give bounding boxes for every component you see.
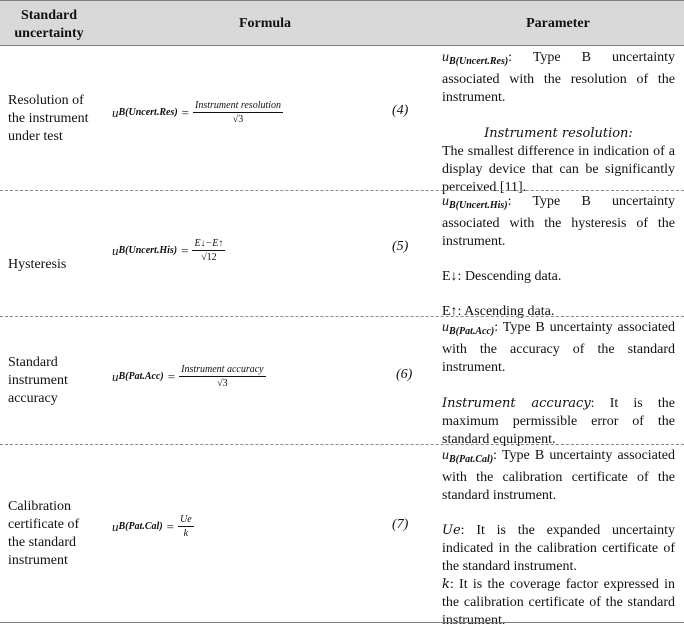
formula-7-sub: B(Pat.Cal) — [118, 521, 163, 532]
param-5-text: : Type B uncertainty associated with the hysteresis of the instrument. — [442, 194, 675, 249]
formula-6-sub: B(Pat.Acc) — [118, 371, 164, 382]
formula-4: u B(Uncert.Res) = $\frac{\text{Instrument resolution}}{√3}$ — [112, 100, 282, 125]
param-6-definition — [442, 319, 675, 377]
formula-6-u: u — [112, 368, 119, 384]
param-5-definition — [442, 193, 675, 251]
header-parameter: Parameter — [526, 16, 590, 31]
header-standard-uncertainty: Standard uncertainty — [14, 8, 84, 41]
param-6-text: : Type B uncertainty associated with the accuracy of the standard instrument. — [442, 320, 675, 375]
formula-7-u: u — [112, 518, 119, 534]
formula-5-numerator: E↓−E↑ — [194, 238, 224, 249]
formula-5-denominator: √12 — [201, 252, 217, 263]
formula-5-u: u — [112, 242, 119, 258]
row-divider — [0, 444, 684, 445]
row-divider — [0, 316, 684, 317]
formula-7-numerator: Ue — [180, 514, 192, 525]
table-header — [0, 0, 684, 46]
formula-6: u B(Pat.Acc) = $\frac{\text{Instrument accuracy}}{√3}$ — [112, 364, 264, 389]
param-5-u: u — [442, 194, 449, 209]
formula-6-fraction — [179, 364, 265, 389]
row-calibration-standard: Calibration certificate of the standard instrument — [8, 499, 80, 568]
param-7-u: u — [442, 448, 449, 463]
header-formula: Formula — [238, 16, 292, 31]
row-hysteresis-parameter — [442, 193, 675, 321]
param-7-definition — [442, 447, 675, 505]
equation-number-4: (4) — [392, 103, 409, 118]
row-resolution-parameter — [442, 49, 675, 197]
equation-number-5: (5) — [392, 239, 409, 254]
row-calibration-parameter — [442, 447, 675, 630]
param-6-u: u — [442, 320, 449, 335]
formula-4-sub: B(Uncert.Res) — [118, 107, 178, 118]
formula-7: u B(Pat.Cal) = $\frac{Ue}{k}$ — [112, 514, 192, 539]
param-4-definition — [442, 49, 675, 107]
table-bottom-border — [0, 622, 684, 623]
param-5-sub: B(Uncert.His) — [449, 200, 508, 211]
formula-7-denominator: k — [183, 528, 189, 539]
param-6-sub: B(Pat.Acc) — [449, 326, 495, 337]
param-4-u: u — [442, 50, 449, 65]
row-accuracy-standard: Standard instrument accuracy — [8, 355, 68, 406]
param-7-ue-symbol: Ue — [442, 523, 461, 538]
param-4-title: Instrument resolution: — [484, 126, 633, 141]
param-7-sub: B(Pat.Cal) — [449, 454, 494, 465]
formula-4-numerator: Instrument resolution — [195, 100, 282, 111]
formula-6-numerator: Instrument accuracy — [181, 364, 264, 375]
param-6-title: Instrument accuracy — [442, 396, 591, 411]
param-4-sub: B(Uncert.Res) — [449, 56, 509, 67]
param-7-ue — [442, 522, 675, 576]
formula-5: u B(Uncert.His) = $\frac{E↓-E↑}{√12}$ — [112, 238, 224, 263]
formula-5-sub: B(Uncert.His) — [118, 245, 178, 256]
row-accuracy-parameter — [442, 319, 675, 449]
formula-6-denominator: √3 — [217, 378, 228, 389]
equation-number-6: (6) — [396, 367, 413, 382]
param-7-ue-text: : It is the expanded uncertainty indicated in the calibration certificate of the standard instrument. — [442, 523, 675, 574]
param-5-descending: E↓: Descending data. — [442, 269, 562, 284]
param-5-ascending: E↑: Ascending data. — [442, 304, 555, 319]
formula-7-fraction — [178, 514, 194, 539]
param-4-text: : Type B uncertainty associated with the resolution of the instrument. — [442, 50, 675, 105]
formula-5-fraction — [192, 238, 225, 263]
param-4-description: The smallest difference in indication of a display device that can be significantly perceived [11]. — [442, 144, 675, 195]
formula-4-denominator: √3 — [232, 114, 244, 125]
equation-number-7: (7) — [392, 517, 409, 532]
param-7-k-text: : It is the coverage factor expressed in the calibration certificate of the standard instrument. — [442, 577, 675, 628]
formula-4-fraction — [193, 100, 283, 125]
param-7-k-symbol: k — [442, 577, 450, 592]
row-resolution-standard: Resolution of the instrument under test — [8, 93, 89, 144]
param-6-description — [442, 395, 675, 449]
formula-4-u: u — [112, 104, 119, 120]
param-6-text-2: : It is the maximum permissible error of the standard equipment. — [442, 396, 675, 447]
param-7-text: : Type B uncertainty associated with the calibration certificate of the standard instrument. — [442, 448, 675, 503]
row-hysteresis-standard: Hysteresis — [8, 257, 67, 272]
row-divider — [0, 190, 684, 191]
